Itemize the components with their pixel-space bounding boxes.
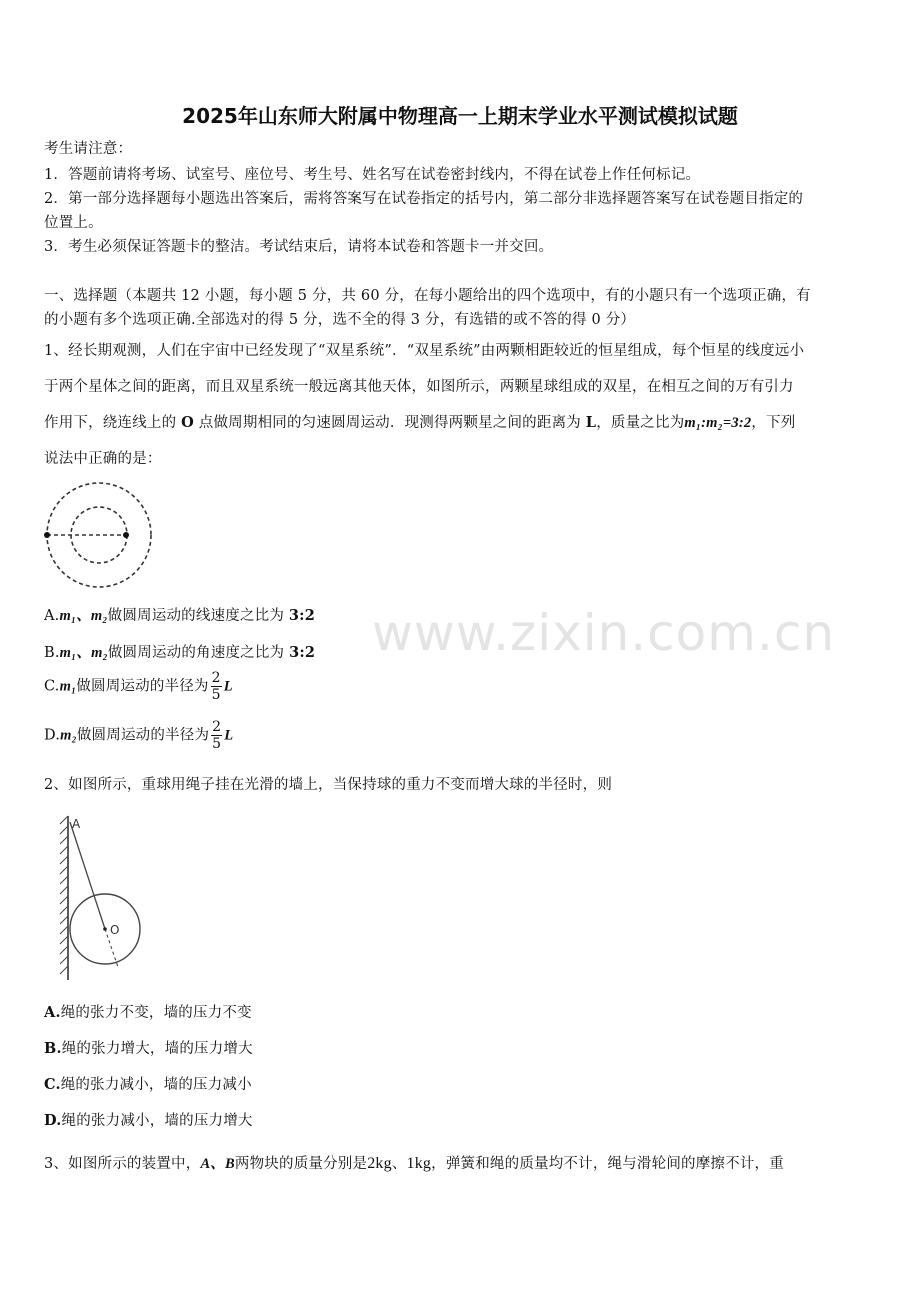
notice-item: 3．考生必须保证答题卡的整洁。考试结束后，请将本试卷和答题卡一并交回。	[44, 239, 554, 255]
q1-option-a[interactable]	[44, 604, 315, 625]
fraction-numerator: 2	[212, 719, 222, 735]
option-text: 绳的张力不变，墙的压力不变	[60, 1005, 252, 1021]
q2-option-a[interactable]	[44, 1001, 252, 1022]
option-label: C.	[44, 678, 60, 695]
q3-vars: A、B	[200, 1156, 235, 1172]
q1-stem: 1、经长期观测，人们在宇宙中已经发现了“双星系统”．“双星系统”由两颗相距较近的恒星组成，每个恒星的线度远小	[44, 343, 805, 359]
option-vars: m₂	[60, 727, 77, 744]
option-label: C.	[44, 1076, 61, 1093]
option-vars: m₁	[59, 678, 77, 695]
option-text: 绳的张力减小，墙的压力减小	[60, 1077, 252, 1093]
option-label: B.	[44, 645, 60, 661]
rope	[70, 822, 105, 929]
option-vars: m₁、m₂	[59, 608, 108, 624]
option-text: 做圆周运动的半径为	[76, 678, 209, 695]
q1-point-o: O	[181, 414, 194, 431]
q1-stem	[44, 411, 795, 432]
q2-stem: 2、如图所示，重球用绳子挂在光滑的墙上，当保持球的重力不变而增大球的半径时，则	[44, 777, 613, 793]
q1-option-b[interactable]	[44, 641, 315, 662]
point-o-label: O	[110, 923, 120, 937]
option-text: 做圆周运动的线速度之比为	[107, 608, 285, 624]
page-title: 2025年山东师大附属中物理高一上期末学业水平测试模拟试题	[182, 104, 738, 128]
q2-option-b[interactable]	[44, 1037, 253, 1058]
option-text: 做圆周运动的半径为	[76, 727, 210, 744]
star-m1	[44, 532, 50, 538]
section-heading-cont: 的小题有多个选项正确.全部选对的得 5 分，选不全的得 3 分，有选错的或不答的得 0 分）	[44, 312, 636, 328]
option-unit: L	[224, 727, 234, 744]
option-label: B.	[44, 1040, 62, 1057]
q1-option-c[interactable]	[44, 670, 233, 703]
q1-text: ，下列	[751, 415, 796, 431]
option-value: 3:2	[289, 644, 316, 661]
hanging-ball-figure	[56, 812, 146, 984]
q1-stem: 说法中正确的是：	[44, 451, 162, 467]
q1-text: ，质量之比为	[596, 415, 685, 431]
option-text: 绳的张力减小，墙的压力增大	[61, 1113, 253, 1129]
q1-distance-l: L	[585, 414, 597, 431]
q3-text: ，弹簧和绳的质量均不计，绳与滑轮间的摩擦不计，重	[431, 1156, 784, 1172]
option-unit: L	[223, 678, 233, 695]
fraction-denominator: 5	[211, 687, 221, 703]
fraction	[211, 670, 222, 703]
mass-a: 2kg	[367, 1155, 392, 1172]
fraction-numerator: 2	[211, 670, 221, 686]
q3-text: 、	[391, 1156, 407, 1172]
notice-heading: 考生请注意：	[44, 141, 133, 157]
mass-b: 1kg	[406, 1155, 432, 1172]
notice-item: 1．答题前请将考场、试室号、座位号、考生号、姓名写在试卷密封线内，不得在试卷上作任何标记。	[44, 167, 701, 183]
q3-stem	[44, 1152, 784, 1173]
q1-text: 作用下，绕连线上的	[44, 415, 177, 431]
q2-option-d[interactable]	[44, 1109, 253, 1130]
section-heading: 一、选择题（本题共 12 小题，每小题 5 分，共 60 分，在每小题给出的四个选项中，有的小题只有一个选项正确，有	[44, 288, 811, 304]
q3-text: 3、如图所示的装置中，	[44, 1156, 201, 1172]
watermark: www.zixin.com.cn	[372, 604, 836, 662]
fraction-denominator: 5	[212, 736, 222, 752]
star-m2	[123, 532, 129, 538]
wall-hatch	[60, 816, 68, 974]
fraction	[211, 719, 222, 752]
q1-stem: 于两个星体之间的距离，而且双星系统一般远离其他天体，如图所示，两颗星球组成的双星，在相互之间的万有引力	[44, 379, 794, 395]
notice-item: 位置上。	[44, 215, 103, 231]
option-label: D.	[44, 727, 61, 744]
q2-option-c[interactable]	[44, 1073, 252, 1094]
option-text: 做圆周运动的角速度之比为	[107, 645, 285, 661]
option-vars: m₁、m₂	[59, 645, 108, 661]
binary-star-figure	[40, 478, 158, 592]
q3-text: 两物块的质量分别是	[234, 1156, 368, 1172]
option-text: 绳的张力增大，墙的压力增大	[61, 1041, 253, 1057]
notice-item: 2．第一部分选择题每小题选出答案后，需将答案写在试卷指定的括号内，第二部分非选择题答案写在试卷题目指定的	[44, 191, 804, 207]
option-label: A.	[44, 608, 60, 624]
q1-option-d[interactable]	[44, 719, 233, 752]
option-label: D.	[44, 1112, 62, 1129]
point-a-label: A	[72, 817, 81, 831]
option-label: A.	[44, 1004, 61, 1021]
option-value: 3:2	[288, 607, 316, 624]
q1-text: 点做周期相同的匀速圆周运动．现测得两颗星之间的距离为	[198, 415, 581, 431]
q1-mass-ratio: m₁:m₂=3:2	[684, 415, 752, 431]
ball-center	[103, 927, 107, 931]
